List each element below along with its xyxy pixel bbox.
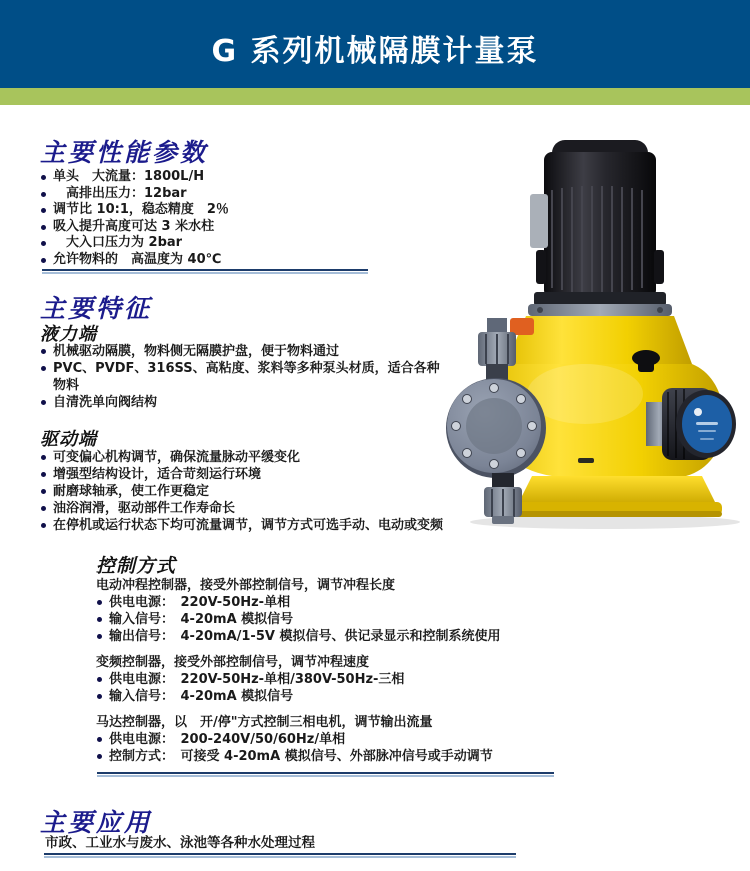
performance-spec-list — [40, 169, 390, 268]
section-divider — [42, 269, 368, 274]
control-group-motor — [96, 714, 578, 765]
list-item: 油浴润滑，驱动部件工作寿命长 — [40, 500, 588, 517]
applications-text: 市政、工业水与废水、泳池等各种水处理过程 — [45, 835, 315, 851]
list-item: 在停机或运行状态下均可流量调节，调节方式可选手动、电动或变频 — [40, 517, 588, 534]
control-group-electric-stroke — [96, 577, 578, 645]
list-item: 输出信号： 4-20mA/1-5V 模拟信号、供记录显示和控制系统使用 — [96, 628, 578, 645]
list-item: 可变偏心机构调节，确保流量脉动平缓变化 — [40, 449, 588, 466]
list-item: 供电电源： 200-240V/50/60Hz/单相 — [96, 731, 578, 748]
section-heading-features: 主要特征 — [40, 294, 153, 323]
control-mode-groups — [96, 577, 578, 774]
hydraulic-feature-list — [40, 343, 442, 411]
section-heading-applications: 主要应用 — [40, 808, 153, 837]
list-item: 高排出压力：12bar — [40, 186, 390, 203]
list-item: 供电电源： 220V-50Hz-单相 — [96, 594, 578, 611]
list-item: 允许物料的 高温度为 40℃ — [40, 252, 390, 269]
diaphragm-metering-pump-image — [440, 132, 750, 532]
list-item: 大入口压力为 2bar — [40, 235, 390, 252]
list-item: PVC、PVDF、316SS、高粘度、浆料等多种泵头材质，适合各种物料 — [40, 360, 442, 394]
subheading-drive-end: 驱动端 — [40, 429, 97, 450]
list-item: 调节比 10:1，稳态精度 2％ — [40, 202, 390, 219]
list-item: 增强型结构设计，适合苛刻运行环境 — [40, 466, 588, 483]
header-accent-band — [0, 88, 750, 105]
control-group-vfd — [96, 654, 578, 705]
subheading-control-mode: 控制方式 — [96, 555, 177, 577]
header-bar — [0, 0, 750, 88]
list-item: 输入信号： 4-20mA 模拟信号 — [96, 688, 578, 705]
section-heading-performance: 主要性能参数 — [40, 138, 209, 167]
section-divider — [97, 772, 554, 777]
list-item: 耐磨球轴承，使工作更稳定 — [40, 483, 588, 500]
section-divider — [44, 853, 516, 858]
list-item: 自清洗单向阀结构 — [40, 394, 442, 411]
list-item: 吸入提升高度可达 3 米水柱 — [40, 219, 390, 236]
list-item: 控制方式： 可接受 4-20mA 模拟信号、外部脉冲信号或手动调节 — [96, 748, 578, 765]
subheading-hydraulic-end: 液力端 — [40, 324, 97, 345]
control-group-list — [96, 594, 578, 645]
control-group-intro: 变频控制器，接受外部控制信号，调节冲程速度 — [96, 655, 370, 670]
control-group-intro: 电动冲程控制器，接受外部控制信号，调节冲程长度 — [96, 578, 396, 593]
control-group-intro: 马达控制器，以 开/停"方式控制三相电机，调节输出流量 — [96, 715, 433, 730]
list-item: 供电电源： 220V-50Hz-单相/380V-50Hz-三相 — [96, 671, 578, 688]
list-item: 输入信号： 4-20mA 模拟信号 — [96, 611, 578, 628]
control-group-list — [96, 671, 578, 705]
list-item: 单头 大流量：1800L/H — [40, 169, 390, 186]
list-item: 机械驱动隔膜，物料侧无隔膜护盘，便于物料通过 — [40, 343, 442, 360]
page-title: G 系列机械隔膜计量泵 — [211, 34, 539, 69]
control-group-list — [96, 731, 578, 765]
